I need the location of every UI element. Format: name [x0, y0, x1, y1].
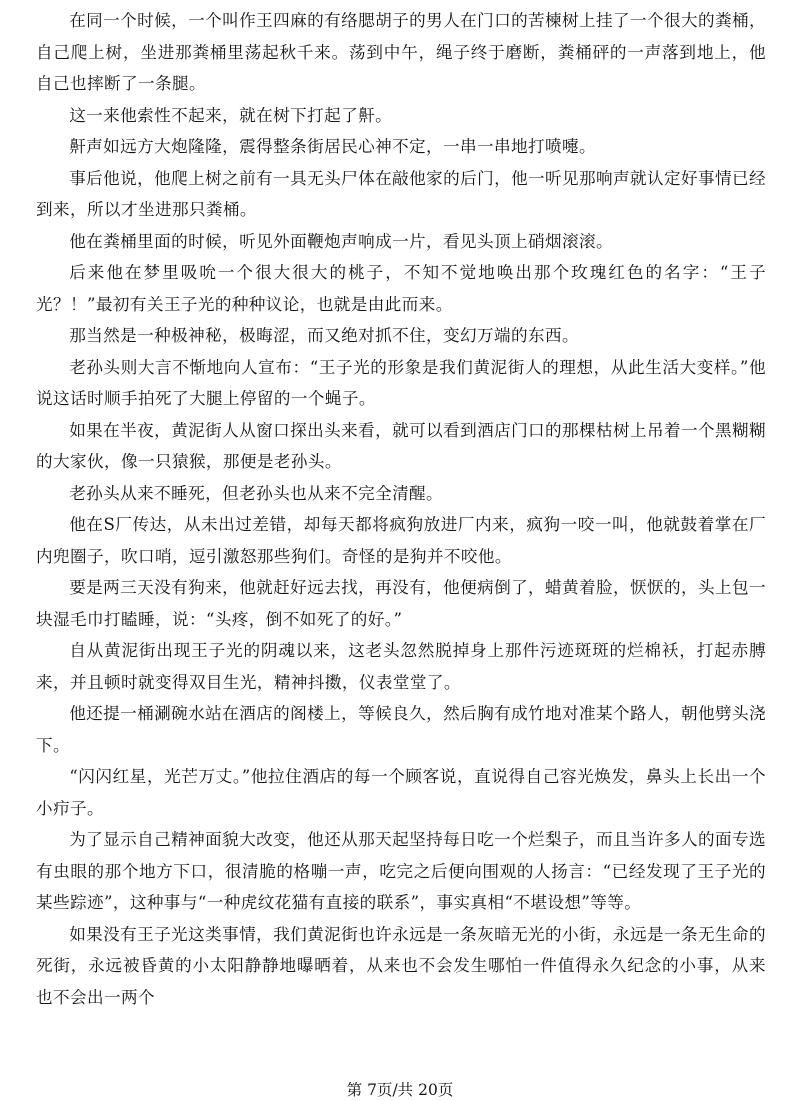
- paragraph-5: 他在粪桶里面的时候，听见外面鞭炮声响成一片，看见头顶上硝烟滚滚。: [69, 231, 613, 251]
- paragraph-8: 老孙头则大言不惭地向人宣布：“王子光的形象是我们黄泥街人的理想，从此生活大变样。”他说这话时顺手拍死了大腿上停留的一个蝇子。: [36, 357, 766, 408]
- paragraph-4: 事后他说，他爬上树之前有一具无头尸体在敲他家的后门，他一听见那响声就认定好事情已经到来，所以才坐进那只粪桶。: [36, 168, 766, 219]
- paragraph-16: 为了显示自己精神面貌大改变，他还从那天起坚持每日吃一个烂梨子，而且当许多人的面专选有虫眼的那个地方下口，很清脆的格嘣一声，吃完之后便向围观的人扬言：“已经发现了王子光的某些踪迹”，这种事与“一种虎纹花猫有直接的联系”，事实真相“不堪设想”等等。: [36, 830, 766, 912]
- paragraph-6: 后来他在梦里吸吮一个很大很大的桃子，不知不觉地唤出那个玫瑰红色的名字：“王子光？！”最初有关王子光的种种议论，也就是由此而来。: [36, 263, 766, 314]
- paragraph-11: 他在S厂传达，从未出过差错，却每天都将疯狗放进厂内来，疯狗一咬一叫，他就鼓着掌在厂内兜圈子，吹口哨，逗引激怒那些狗们。奇怪的是狗并不咬他。: [36, 515, 766, 566]
- paragraph-7: 那当然是一种极神秘，极晦涩，而又绝对抓不住，变幻万端的东西。: [69, 326, 579, 345]
- body-text: [36, 5, 766, 1013]
- paragraph-9: 如果在半夜，黄泥街人从窗口探出头来看，就可以看到酒店门口的那棵枯树上吊着一个黑糊糊的大家伙，像一只猿猴，那便是老孙头。: [36, 420, 766, 471]
- paragraph-15: “闪闪红星，光芒万丈。”他拉住酒店的每一个顾客说，直说得自己容光焕发，鼻头上长出一个小疖子。: [36, 767, 766, 818]
- paragraph-3: 鼾声如远方大炮隆隆，震得整条街居民心神不定，一串一串地打喷嚏。: [69, 137, 596, 156]
- paragraph-2: 这一来他索性不起来，就在树下打起了鼾。: [69, 105, 393, 125]
- paragraph-10: 老孙头从来不睡死，但老孙头也从来不完全清醒。: [69, 483, 444, 503]
- paragraph-13: 自从黄泥街出现王子光的阴魂以来，这老头忽然脱掉身上那件污迹斑斑的烂棉袄，打起赤膊来，并且顿时就变得双目生光，精神抖擞，仪表堂堂了。: [36, 641, 766, 692]
- paragraph-17: 如果没有王子光这类事情，我们黄泥街也许永远是一条灰暗无光的小街，永远是一条无生命的死街，永远被昏黄的小太阳静静地曝晒着，从来也不会发生哪怕一件值得永久纪念的小事，从来也不会出一两个: [36, 924, 766, 1007]
- paragraph-14: 他还提一桶涮碗水站在酒店的阁楼上，等候良久，然后胸有成竹地对准某个路人，朝他劈头浇下。: [36, 704, 766, 755]
- paragraph-12: 要是两三天没有狗来，他就赶好远去找，再没有，他便病倒了，蜡黄着脸，恹恹的，头上包一块湿毛巾打瞌睡，说：“头疼，倒不如死了的好。”: [36, 578, 766, 629]
- page-number-footer: 第 7页/共 20页: [346, 1081, 454, 1099]
- paragraph-1: 在同一个时候，一个叫作王四麻的有络腮胡子的男人在门口的苦楝树上挂了一个很大的粪桶，自己爬上树，坐进那粪桶里荡起秋千来。荡到中午，绳子终于磨断，粪桶砰的一声落到地上，他自己也摔断了一条腿。: [36, 11, 766, 93]
